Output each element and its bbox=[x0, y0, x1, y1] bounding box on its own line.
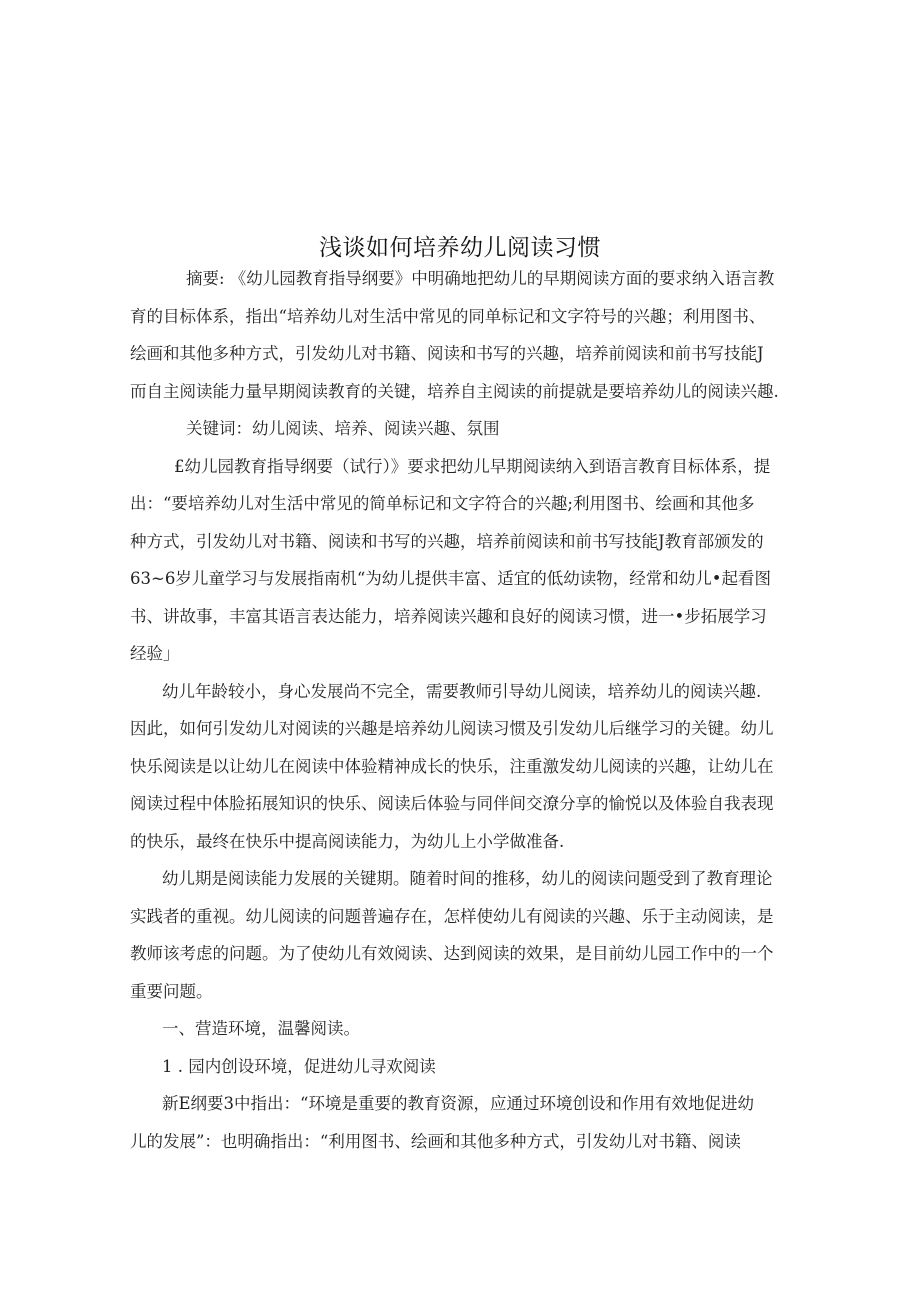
body-line: 书、讲故事，丰富其语言表达能力，培养阅读兴趣和良好的阅读习惯，进一•步拓展学习 bbox=[130, 607, 767, 626]
abstract-line: 而自主阅读能力量早期阅读教育的关键，培养自主阅读的前提就是要培养幼儿的阅读兴趣. bbox=[130, 382, 779, 401]
body-line: 儿的发展”：也明确指出：“利用图书、绘画和其他多种方式，引发幼儿对书籍、阅读 bbox=[130, 1132, 741, 1151]
page-title: 浅谈如何培养幼儿阅读习惯 bbox=[319, 235, 601, 261]
body-line: 出：“要培养幼儿对生活中常见的简单标记和文字符合的兴趣;利用图书、绘画和其他多 bbox=[130, 494, 755, 513]
abstract-line: 育的目标体系，指出“培养幼儿对生活中常见的同单标记和文字符号的兴趣；利用图书、 bbox=[130, 307, 766, 326]
section-heading: 一、营造环境，温馨阅读。 bbox=[162, 1019, 360, 1038]
body-line: 因此，如何引发幼儿对阅读的兴趣是培养幼儿阅读习惯及引发幼儿后继学习的关键。幼儿 bbox=[130, 719, 774, 738]
body-line: 63~6岁儿童学习与发展指南机“为幼儿提供丰富、适宜的低幼读物，经常和幼儿•起看图 bbox=[130, 569, 771, 588]
body-line: 快乐阅读是以让幼儿在阅读中体验精神成长的快乐，注重激发幼儿阅读的兴趣，让幼儿在 bbox=[130, 757, 774, 776]
keywords-line: 关键词：幼儿阅读、培养、阅读兴趣、氛围 bbox=[186, 419, 500, 438]
body-line: 教师该考虑的问题。为了使幼儿有效阅读、达到阅读的效果，是目前幼儿园工作中的一个 bbox=[130, 944, 774, 963]
subsection-heading: 1 . 园内创设环境，促进幼儿寻欢阅读 bbox=[162, 1057, 436, 1076]
body-line: 的快乐，最终在快乐中提高阅读能力，为幼儿上小学做准备. bbox=[130, 832, 565, 851]
body-line: 种方式，引发幼儿对书籍、阅读和书写的兴趣，培养前阅读和前书写技能J教育部颁发的 bbox=[130, 532, 764, 551]
body-line: £幼儿园教育指导纲要（试行）》要求把幼儿早期阅读纳入到语言教育目标体系，提 bbox=[174, 457, 771, 476]
body-line: 经验」 bbox=[130, 644, 180, 663]
abstract-line: 摘要: 《幼儿园教育指导纲要》中明确地把幼儿的早期阅读方面的要求纳入语言教 bbox=[186, 269, 775, 288]
abstract-line: 绘画和其他多种方式，引发幼儿对书籍、阅读和书写的兴趣，培养前阅读和前书写技能J bbox=[130, 344, 764, 363]
body-line: 阅读过程中体脸拓展知识的快乐、阅读后体验与同伴间交潦分享的愉悦以及体验自我表现 bbox=[130, 794, 774, 813]
body-line: 实践者的重视。幼儿阅读的问题普遍存在，怎样使幼儿有阅读的兴趣、乐于主动阅读，是 bbox=[130, 907, 774, 926]
body-line: 幼儿年龄较小，身心发展尚不完全，需要教师引导幼儿阅读，培养幼儿的阅读兴趣. bbox=[162, 682, 762, 701]
body-line: 重要问题。 bbox=[130, 982, 213, 1001]
body-line: 新E纲要3中指出：“环境是重要的教育资源，应通过环境创设和作用有效地促进幼 bbox=[162, 1094, 754, 1113]
body-line: 幼儿期是阅读能力发展的关键期。随着时间的推移，幼儿的阅读问题受到了教育理论 bbox=[162, 869, 773, 888]
